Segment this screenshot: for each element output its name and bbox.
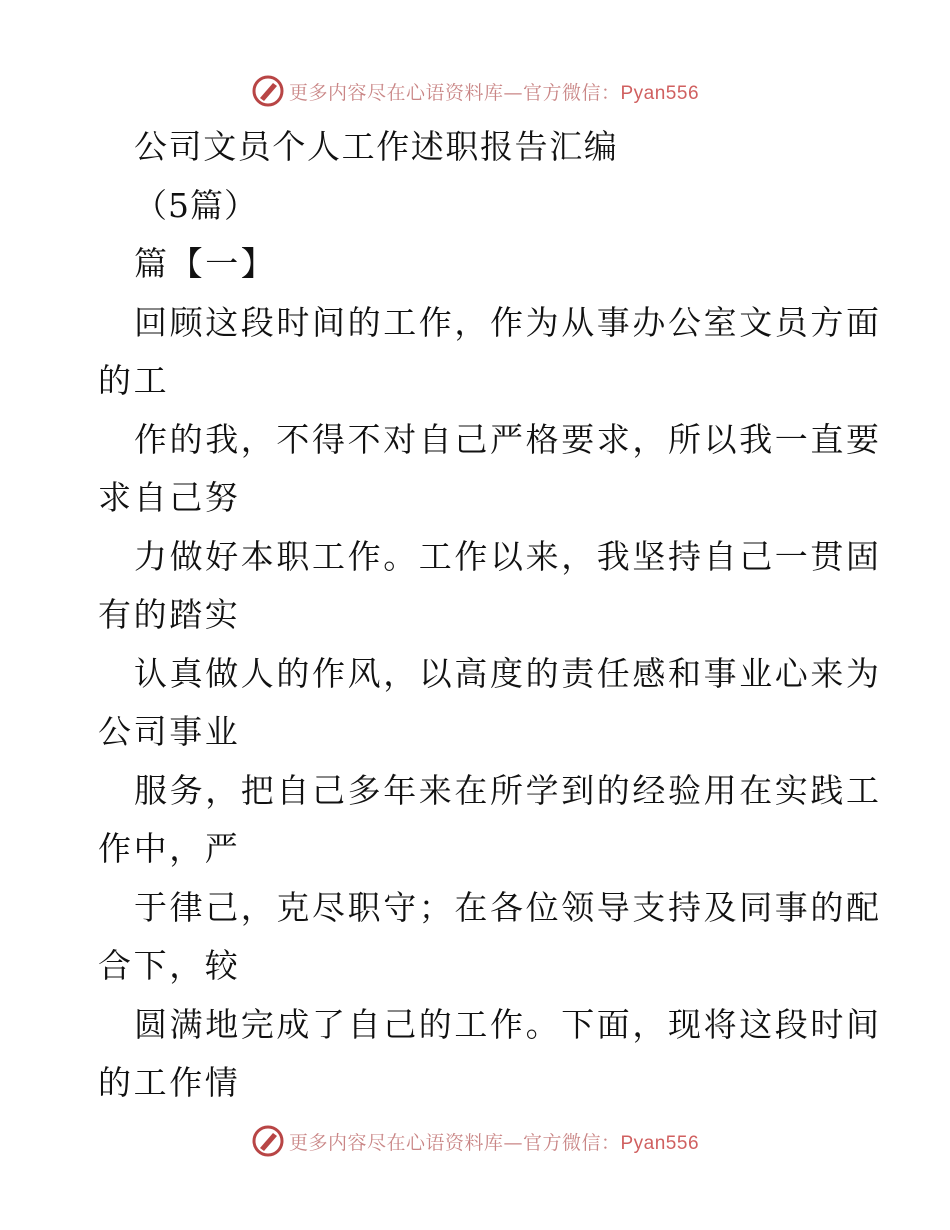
document-body [98,118,882,1113]
watermark-text: 更多内容尽在心语资料库—官方微信：Pyan556 [288,81,700,104]
paragraph-line: 于律己，克尽职守；在各位领导支持及同事的配 [134,887,882,927]
paragraph-line: 作的我，不得不对自己严格要求，所以我一直要 [134,419,882,459]
paragraph-line: 服务，把自己多年来在所学到的经验用在实践工 [134,770,882,810]
document-subtitle: （5篇） [134,185,258,225]
section-heading: 篇【一】 [134,244,277,283]
header-watermark [0,71,950,111]
paragraph-line: 作中，严 [98,829,241,868]
footer-watermark [0,1121,950,1161]
paragraph-line: 公司事业 [98,712,241,751]
paragraph-line: 求自己努 [98,478,241,517]
pen-swirl-logo-icon [251,74,285,108]
watermark-text: 更多内容尽在心语资料库—官方微信：Pyan556 [288,1131,700,1154]
paragraph-line: 合下，较 [98,946,241,985]
document-title: 公司文员个人工作述职报告汇编 [134,127,619,166]
paragraph-line: 有的踏实 [98,595,241,634]
paragraph-line: 力做好本职工作。工作以来，我坚持自己一贯固 [134,536,882,576]
paragraph-line: 的工作情 [98,1063,241,1102]
paragraph-line: 的工 [98,361,170,400]
paragraph-line: 回顾这段时间的工作，作为从事办公室文员方面 [134,302,882,342]
watermark-wechat-id: Pyan556 [620,82,700,104]
pen-swirl-logo-icon [251,1124,285,1158]
paragraph-line: 圆满地完成了自己的工作。下面，现将这段时间 [134,1004,882,1044]
watermark-wechat-id: Pyan556 [620,1132,700,1154]
paragraph-line: 认真做人的作风，以高度的责任感和事业心来为 [134,653,882,693]
